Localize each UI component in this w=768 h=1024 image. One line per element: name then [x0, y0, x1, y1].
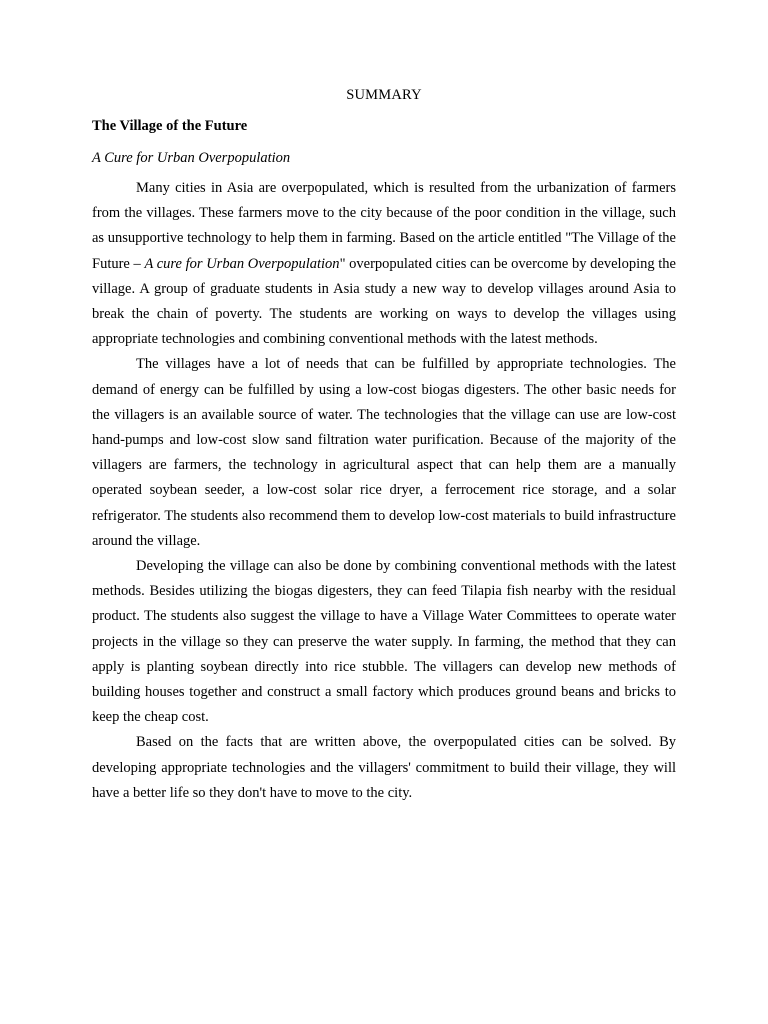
- paragraph-1-italic-title: A cure for Urban Overpopulation: [144, 255, 340, 272]
- article-title: The Village of the Future: [92, 118, 248, 134]
- summary-body: [92, 176, 676, 806]
- paragraph-1-text-a: Many cities in Asia are overpopulated, which is resulted from the urbanization of farmers from the villages. These farmers move to the city because of the poor condition in the village, such as unsupportive technology to help them in farming. Based on the article entitled "The Village of the Future –: [92, 180, 676, 272]
- paragraph-1: [92, 176, 676, 352]
- paragraph-2: The villages have a lot of needs that can be fulfilled by appropriate technologies. The demand of energy can be fulfilled by using a low-cost biogas digesters. The other basic needs for the villagers is an available source of water. The technologies that the village can use are low-cost hand-pumps and low-cost slow sand filtration water purification. Because of the majority of the villagers are farmers, the technology in agricultural aspect that can help them are a manually operated soybean seeder, a low-cost solar rice dryer, a ferrocement rice storage, and a solar refrigerator. The students also recommend them to develop low-cost materials to build infrastructure around the village.: [92, 356, 676, 549]
- paragraph-4: Based on the facts that are written above, the overpopulated cities can be solved. By developing appropriate technologies and the villagers' commitment to build their village, they will have a better life so they don't have to move to the city.: [92, 734, 676, 801]
- paragraph-3: Developing the village can also be done by combining conventional methods with the latest methods. Besides utilizing the biogas digesters, they can feed Tilapia fish nearby with the residual product. The students also suggest the village to have a Village Water Committees to operate water projects in the village so they can preserve the water supply. In farming, the method that they can apply is planting soybean directly into rice stubble. The villagers can develop new methods of building houses together and construct a small factory which produces ground beans and bricks to keep the cheap cost.: [92, 558, 676, 726]
- document-heading: SUMMARY: [346, 87, 422, 103]
- article-subtitle: A Cure for Urban Overpopulation: [92, 150, 291, 166]
- paragraph-1-text-b: " overpopulated cities can be overcome by developing the village. A group of graduate students in Asia study a new way to develop villages around Asia to break the chain of poverty. The students are working on ways to develop the villages using appropriate technologies and combining conventional methods with the latest methods.: [92, 255, 676, 348]
